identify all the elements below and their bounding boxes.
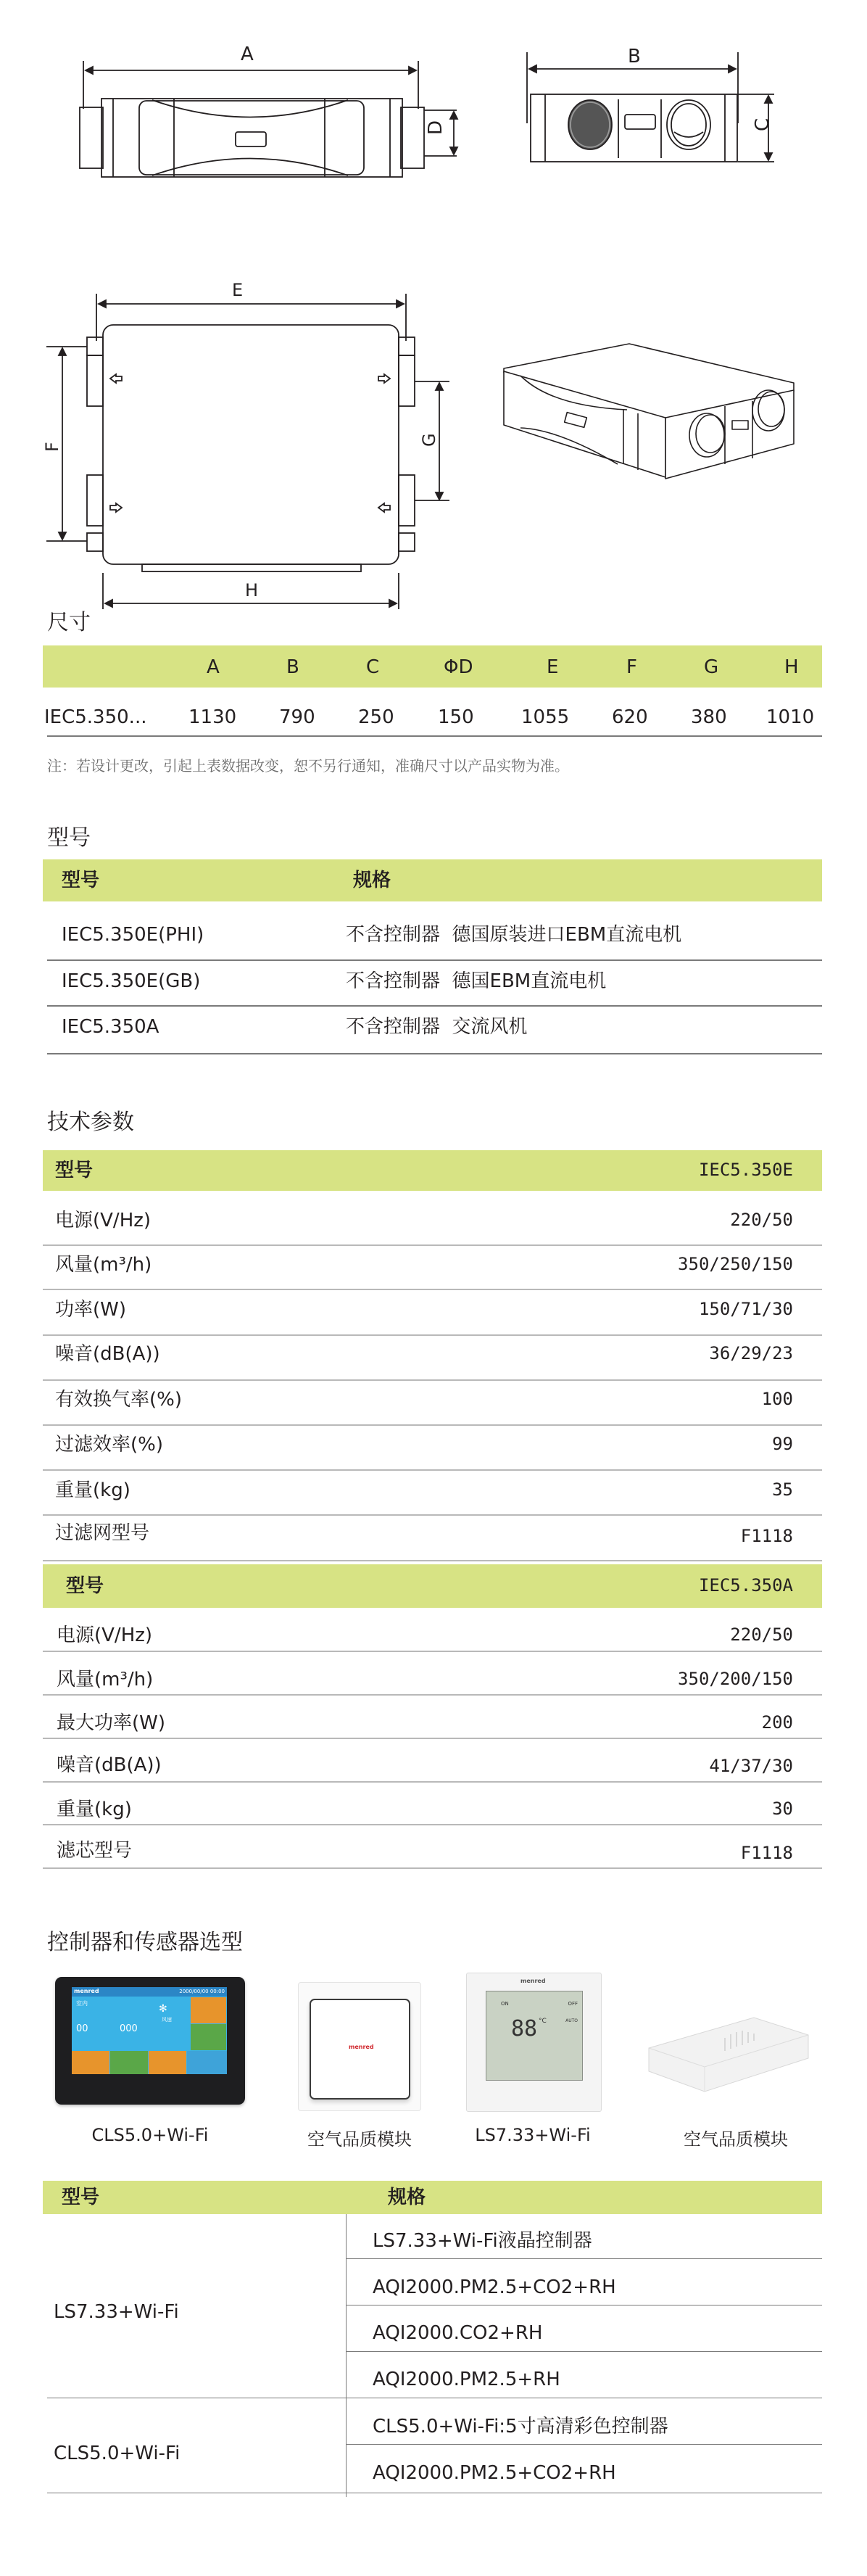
tech-row-label: 过滤效率(%) xyxy=(55,1434,163,1456)
controller-spec: AQI2000.CO2+RH xyxy=(373,2322,543,2344)
tech-row-label: 功率(W) xyxy=(55,1299,126,1321)
dim-header: G xyxy=(704,656,719,678)
tech-row-value: 350/200/150 xyxy=(678,1669,793,1689)
dimensions-table xyxy=(43,645,822,736)
dim-value: 150 xyxy=(438,706,474,728)
screen-datetime: 2000/00/00 00:00 xyxy=(179,1989,225,1994)
product-label: 空气品质模块 xyxy=(684,2129,788,2150)
tech-row-value: 30 xyxy=(772,1799,793,1819)
controller-spec: AQI2000.PM2.5+RH xyxy=(373,2369,560,2390)
product-label: LS7.33+Wi-Fi xyxy=(475,2125,591,2145)
controller-spec: CLS5.0+Wi-Fi:5寸高清彩色控制器 xyxy=(373,2416,668,2437)
dim-header: A xyxy=(207,656,220,678)
tech-row-value: F1118 xyxy=(740,1526,793,1546)
dim-value: 1130 xyxy=(188,706,237,728)
row-divider xyxy=(43,1694,822,1696)
row-divider xyxy=(43,1824,822,1825)
tech-row-value: 99 xyxy=(772,1434,793,1454)
lcd-temp: 88 xyxy=(511,2016,538,2042)
tile-eco xyxy=(110,2051,148,2074)
model-spec: 不含控制器 交流风机 xyxy=(346,1016,528,1038)
dim-label-h: H xyxy=(245,580,259,600)
controller-model: LS7.33+Wi-Fi xyxy=(54,2301,179,2323)
tile-timer xyxy=(149,2051,186,2074)
row-divider xyxy=(346,2258,822,2259)
tech-row-value: 35 xyxy=(772,1479,793,1500)
dim-label-b: B xyxy=(628,46,641,67)
product-cls5-image xyxy=(55,1977,245,2105)
tech-table-e xyxy=(43,1150,822,1546)
tile-childlock xyxy=(191,2024,226,2050)
row-divider xyxy=(43,1334,822,1336)
dimensions-title: 尺寸 xyxy=(47,610,91,635)
controllers-table xyxy=(43,2181,822,2500)
lcd-auto: AUTO xyxy=(565,2018,578,2023)
tech-row-label: 有效换气率(%) xyxy=(55,1389,182,1411)
tile-settings xyxy=(191,1997,226,2023)
row-divider xyxy=(43,1424,822,1426)
row-divider xyxy=(47,735,822,737)
tile-filter xyxy=(72,2051,109,2074)
product-aq-sensor-image xyxy=(645,2016,812,2103)
product-label: 空气品质模块 xyxy=(307,2129,412,2150)
screen-co2: 000 xyxy=(120,2023,138,2034)
isometric-view-drawing xyxy=(0,0,867,580)
row-divider xyxy=(43,1738,822,1739)
screen-fan: 风速 xyxy=(162,2017,172,2023)
row-divider xyxy=(43,1781,822,1783)
tech-header-value: IEC5.350E xyxy=(698,1160,793,1180)
dim-label-d: D xyxy=(425,120,447,135)
row-divider xyxy=(43,1514,822,1516)
tech-row-value: 220/50 xyxy=(730,1210,793,1230)
dim-label-a: A xyxy=(241,44,254,65)
tech-row-label: 电源(V/Hz) xyxy=(55,1210,152,1231)
fan-icon: ✻ xyxy=(159,2003,167,2015)
controllers-header-model: 型号 xyxy=(62,2187,100,2208)
tech-row-label: 重量(kg) xyxy=(57,1799,132,1820)
row-divider xyxy=(43,1244,822,1246)
tech-row-value: 36/29/23 xyxy=(709,1343,793,1363)
dim-value: 790 xyxy=(279,706,315,728)
tech-row-label: 噪音(dB(A)) xyxy=(55,1343,160,1365)
dim-label-e: E xyxy=(232,280,244,300)
tech-row-label: 风量(m³/h) xyxy=(55,1254,152,1276)
dim-value: 620 xyxy=(612,706,648,728)
row-divider xyxy=(346,2351,822,2352)
tech-row-label: 最大功率(W) xyxy=(57,1712,165,1734)
tech-row-label: 重量(kg) xyxy=(55,1479,130,1501)
model-spec: 不含控制器 德国EBM直流电机 xyxy=(346,970,607,992)
models-table xyxy=(43,859,822,1052)
tech-row-label: 过滤网型号 xyxy=(55,1522,150,1544)
row-divider xyxy=(43,1867,822,1869)
dim-label-c: C xyxy=(752,117,773,131)
tech-row-label: 噪音(dB(A)) xyxy=(57,1754,162,1776)
dim-header: E xyxy=(547,656,559,678)
tile-power xyxy=(187,2051,227,2074)
models-header-row xyxy=(43,859,822,901)
dim-header: B xyxy=(286,656,299,678)
row-divider xyxy=(43,1289,822,1290)
lcd-unit: °C xyxy=(539,2018,547,2025)
row-divider xyxy=(47,1053,822,1054)
tech-row-label: 风量(m³/h) xyxy=(57,1669,154,1690)
model-name: IEC5.350A xyxy=(62,1016,159,1038)
tech-header-label: 型号 xyxy=(66,1575,104,1597)
tech-header-label: 型号 xyxy=(55,1160,94,1181)
controllers-title: 控制器和传感器选型 xyxy=(47,1930,243,1955)
touchscreen xyxy=(72,1987,227,2074)
controller-spec: LS7.33+Wi-Fi液晶控制器 xyxy=(373,2230,592,2252)
lcd-on: ON xyxy=(501,2001,509,2007)
tech-row-value: 220/50 xyxy=(730,1625,793,1645)
tech-table-a xyxy=(43,1564,822,1876)
row-divider xyxy=(47,1005,822,1007)
row-divider xyxy=(47,959,822,961)
dim-header: F xyxy=(626,656,637,678)
dim-header: C xyxy=(366,656,380,678)
row-divider xyxy=(43,1560,822,1561)
row-divider xyxy=(43,1379,822,1381)
product-label: CLS5.0+Wi-Fi xyxy=(91,2125,209,2145)
controller-spec: AQI2000.PM2.5+CO2+RH xyxy=(373,2462,616,2484)
tech-row-value: 150/71/30 xyxy=(698,1299,793,1319)
tech-row-label: 电源(V/Hz) xyxy=(57,1625,153,1646)
row-divider xyxy=(346,2444,822,2445)
product-ls733-image xyxy=(466,1973,602,2112)
dim-header: ΦD xyxy=(444,656,473,678)
screen-indoor: 室内 xyxy=(76,2000,88,2007)
tech-row-label: 滤芯型号 xyxy=(57,1840,133,1862)
controllers-header-spec: 规格 xyxy=(388,2187,426,2208)
tech-row-value: 100 xyxy=(761,1389,793,1409)
controller-model: CLS5.0+Wi-Fi xyxy=(54,2443,181,2464)
models-title: 型号 xyxy=(47,825,91,851)
tech-row-value: 41/37/30 xyxy=(709,1756,793,1776)
screen-pm: 00 xyxy=(76,2023,88,2034)
models-header-spec: 规格 xyxy=(353,870,391,891)
model-name: IEC5.350E(PHI) xyxy=(62,924,204,946)
dim-value: 1010 xyxy=(766,706,815,728)
lcd-screen xyxy=(486,1991,583,2081)
controller-spec: AQI2000.PM2.5+CO2+RH xyxy=(373,2276,616,2298)
controllers-header-row xyxy=(43,2181,822,2214)
tech-row-value: F1118 xyxy=(740,1843,793,1863)
tech-title: 技术参数 xyxy=(47,1110,134,1135)
dim-label-g: G xyxy=(419,433,439,447)
dim-value: 380 xyxy=(691,706,727,728)
dim-value: 1055 xyxy=(521,706,570,728)
product-aq-panel-image xyxy=(298,1982,421,2111)
dimensions-note: 注：若设计更改，引起上表数据改变，恕不另行通知，准确尺寸以产品实物为准。 xyxy=(47,757,569,775)
row-divider xyxy=(43,1651,822,1652)
column-divider xyxy=(346,2214,347,2497)
lcd-brand: menred xyxy=(520,1978,546,1984)
screen-brand: menred xyxy=(74,1988,99,1994)
tech-row-value: 200 xyxy=(761,1712,793,1733)
model-spec: 不含控制器 德国原装进口EBM直流电机 xyxy=(346,924,682,946)
models-header-model: 型号 xyxy=(62,870,100,891)
row-divider xyxy=(43,1469,822,1471)
panel-brand: menred xyxy=(349,2044,374,2050)
tech-header-value: IEC5.350A xyxy=(698,1575,793,1595)
model-name: IEC5.350E(GB) xyxy=(62,970,201,992)
dim-header: H xyxy=(784,656,799,678)
dim-label-f: F xyxy=(42,442,62,452)
tech-row-value: 350/250/150 xyxy=(678,1254,793,1274)
dim-value: IEC5.350... xyxy=(44,706,147,728)
dim-value: 250 xyxy=(358,706,394,728)
lcd-off: OFF xyxy=(568,2001,578,2007)
